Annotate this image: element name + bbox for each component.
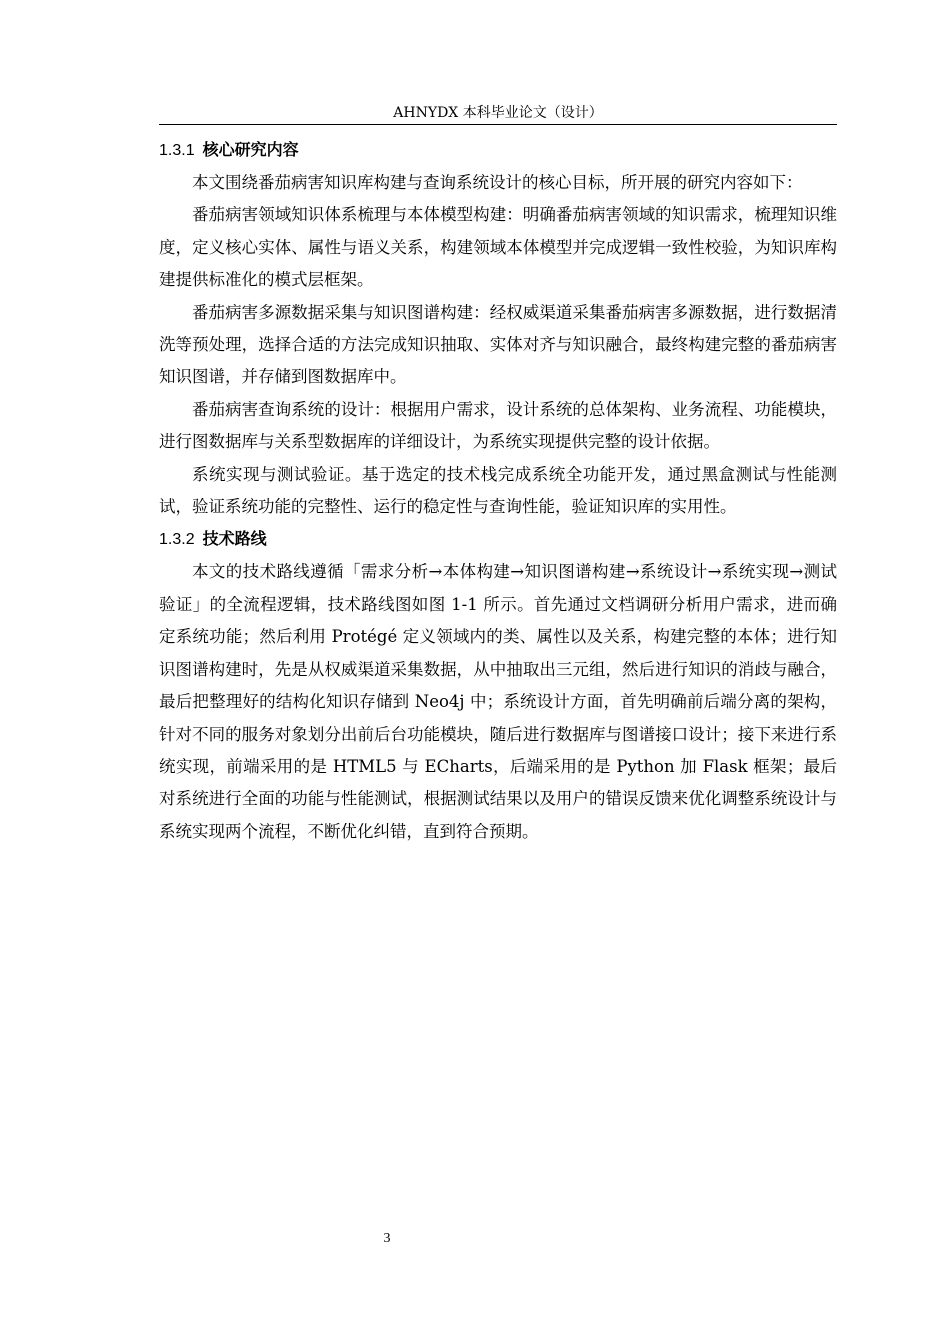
paragraph: 系统实现与测试验证。基于选定的技术栈完成系统全功能开发，通过黑盒测试与性能测试，验证系统功能的完整性、运行的稳定性与查询性能，验证知识库的实用性。 bbox=[159, 464, 837, 517]
section-number: 1.3.2 bbox=[159, 531, 195, 549]
paragraph: 番茄病害查询系统的设计：根据用户需求，设计系统的总体架构、业务流程、功能模块，进行图数据库与关系型数据库的详细设计，为系统实现提供完整的设计依据。 bbox=[159, 399, 837, 452]
page-number: 3 bbox=[383, 1231, 391, 1246]
section-number: 1.3.1 bbox=[159, 142, 195, 159]
paragraph: 本文的技术路线遵循「需求分析→本体构建→知识图谱构建→系统设计→系统实现→测试验证」的全流程逻辑，技术路线图如图 1-1 所示。首先通过文档调研分析用户需求，进而确定系统功能；然后利用 Protégé 定义领域内的类、属性以及关系，构建完整的本体；进行知识图谱构建时，先是从权威渠道采集数据，从中抽取出三元组，然后进行知识的消歧与融合，最后把整理好的结构化知识存储到 Neo4j 中；系统设计方面，首先明确前后端分离的架构，针对不同的服务对象划分出前后台功能模块，随后进行数据库与图谱接口设计；接下来进行系统实现，前端采用的是 HTML5 与 ECharts，后端采用的是 Python 加 Flask 框架；最后对系统进行全面的功能与性能测试，根据测试结果以及用户的错误反馈来优化调整系统设计与系统实现两个流程，不断优化纠错，直到符合预期。 bbox=[159, 562, 837, 841]
section-title: 技术路线 bbox=[202, 529, 267, 549]
header-divider bbox=[159, 124, 837, 125]
paragraph: 本文围绕番茄病害知识库构建与查询系统设计的核心目标，所开展的研究内容如下： bbox=[192, 173, 803, 192]
paragraph: 番茄病害多源数据采集与知识图谱构建：经权威渠道采集番茄病害多源数据，进行数据清洗等预处理，选择合适的方法完成知识抽取、实体对齐与知识融合，最终构建完整的番茄病害知识图谱，并存储到图数据库中。 bbox=[159, 302, 837, 387]
section-heading-core-research bbox=[159, 134, 837, 167]
section-heading-technical-route bbox=[159, 523, 837, 556]
document-body bbox=[159, 134, 837, 848]
section-title: 核心研究内容 bbox=[202, 140, 299, 159]
paragraph: 番茄病害领域知识体系梳理与本体模型构建：明确番茄病害领域的知识需求，梳理知识维度，定义核心实体、属性与语义关系，构建领域本体模型并完成逻辑一致性校验，为知识库构建提供标准化的模式层框架。 bbox=[159, 205, 837, 290]
page-header: AHNYDX 本科毕业论文（设计） bbox=[393, 105, 603, 121]
